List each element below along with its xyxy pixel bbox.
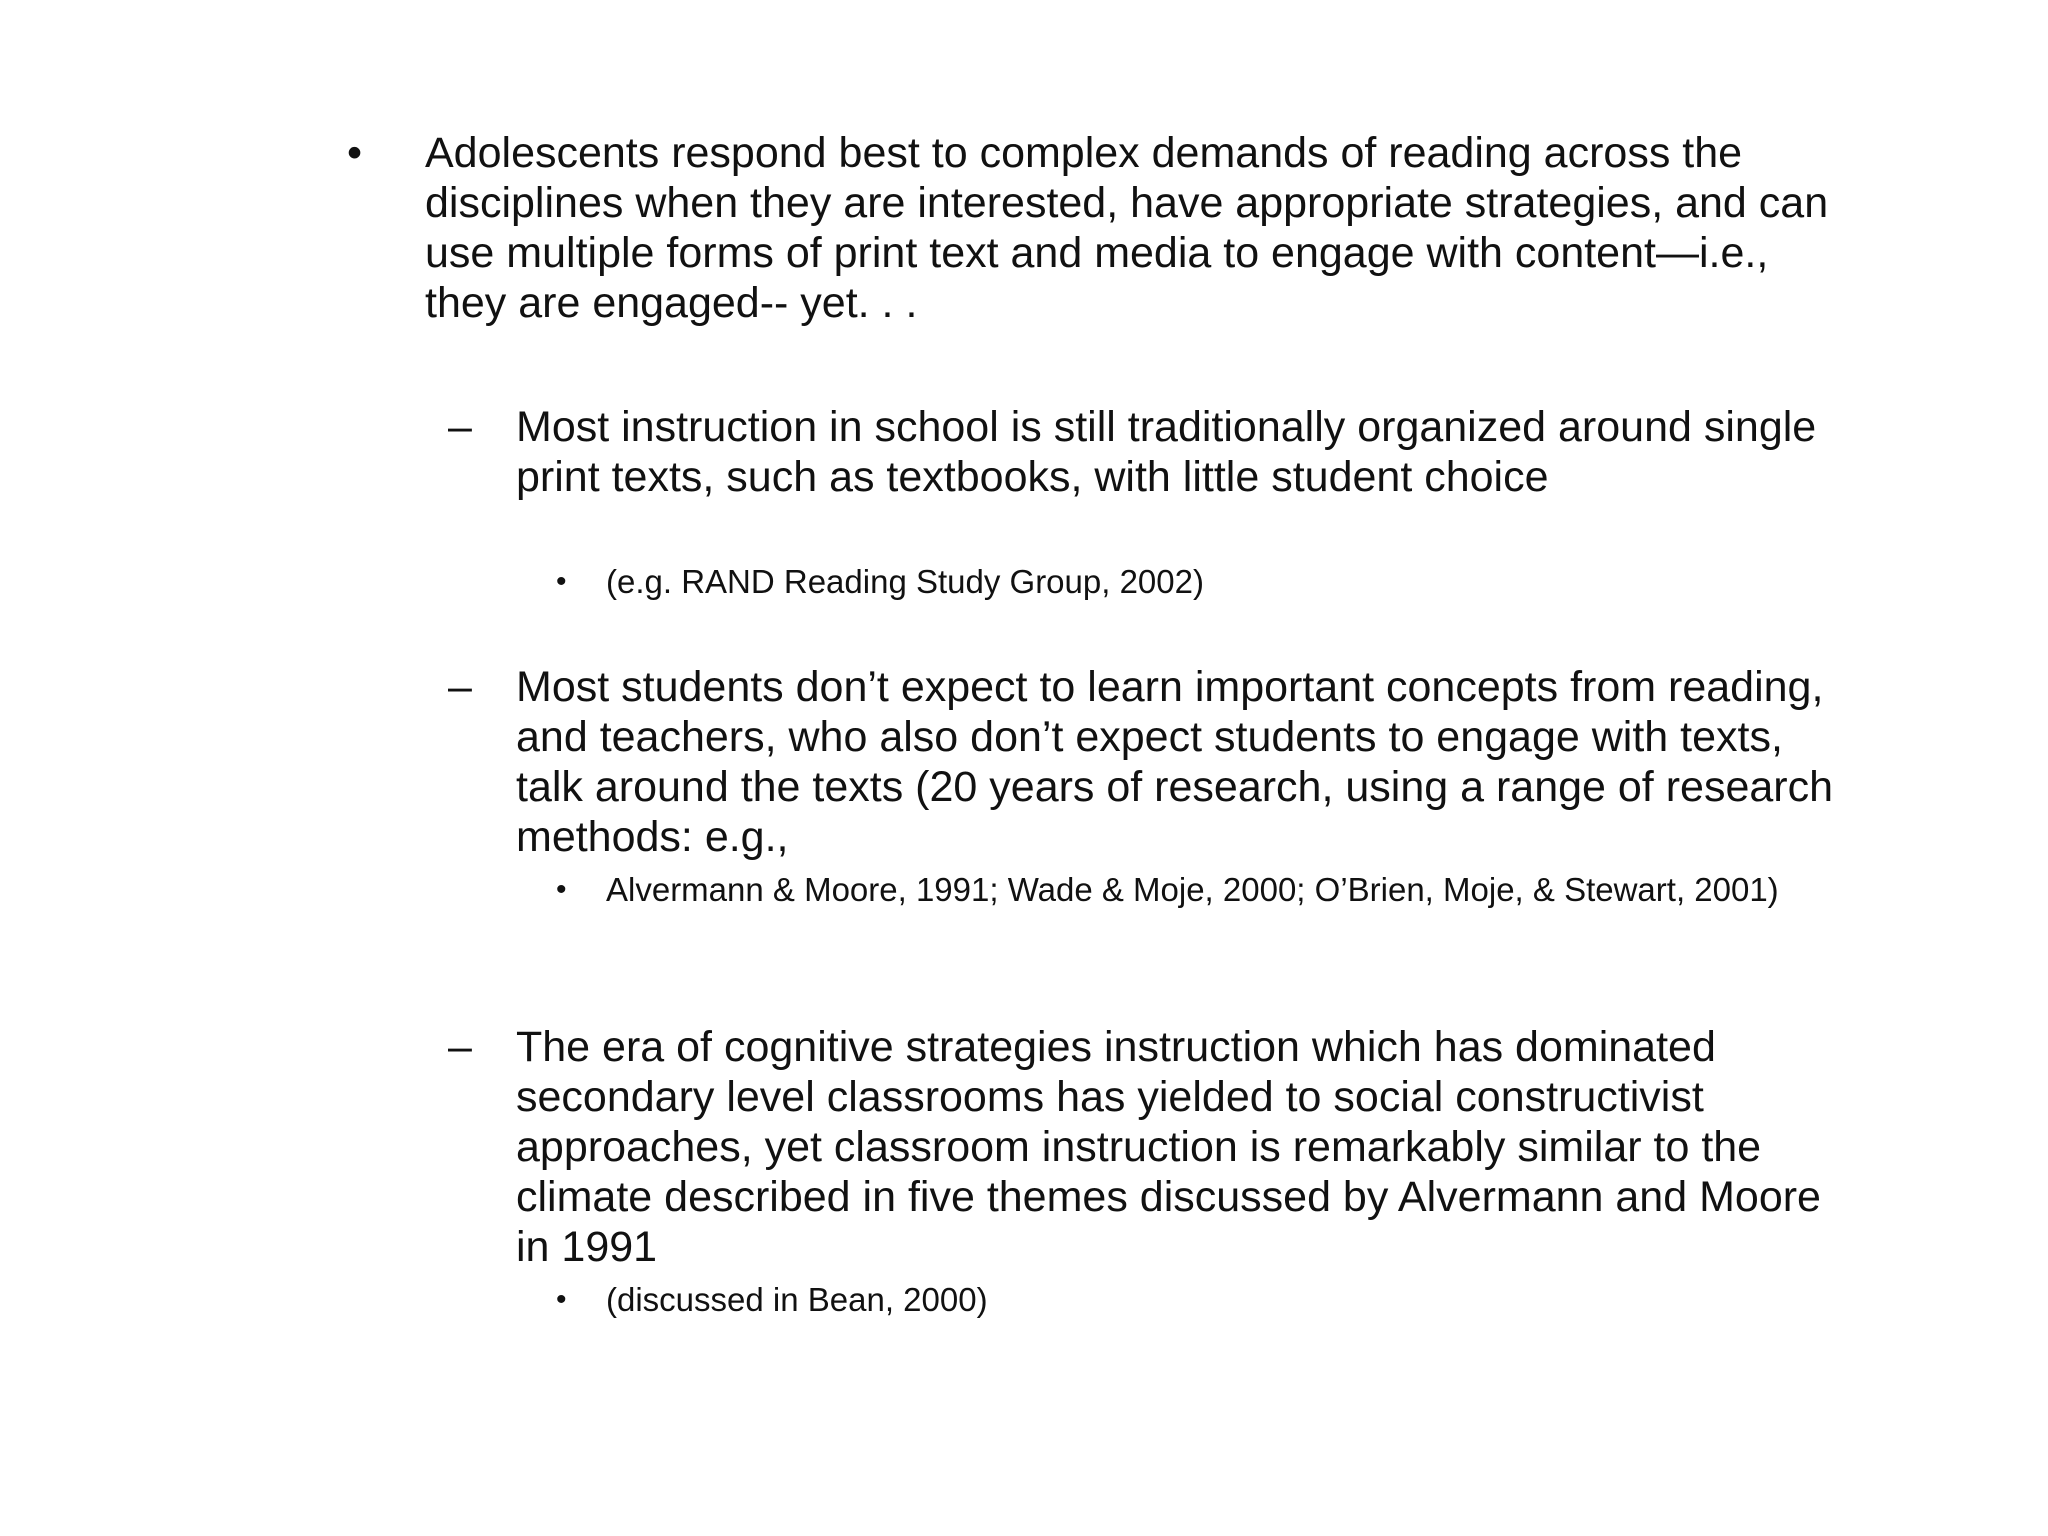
citation-text: (e.g. RAND Reading Study Group, 2002) xyxy=(606,563,1204,600)
sub-point-1 xyxy=(448,402,1846,502)
citation-1 xyxy=(556,562,1806,601)
sub-point-3 xyxy=(448,1022,1846,1272)
bullet-marker: • xyxy=(556,873,567,906)
main-bullet xyxy=(347,128,1845,328)
citation-2 xyxy=(556,870,1806,909)
sub-point-text: The era of cognitive strategies instruction which has dominated secondary level classrooms has yielded to social constructivist approaches, yet classroom instruction is remarkably similar to the climate described in five themes discussed by Alvermann and Moore in 1991 xyxy=(516,1023,1821,1271)
citation-text: Alvermann & Moore, 1991; Wade & Moje, 2000; O’Brien, Moje, & Stewart, 2001) xyxy=(606,871,1779,908)
sub-point-text: Most students don’t expect to learn important concepts from reading, and teachers, who also don’t expect students to engage with texts, talk around the texts (20 years of research, using a range of research methods: e.g., xyxy=(516,663,1834,861)
dash-marker: – xyxy=(448,1023,472,1071)
bullet-marker: • xyxy=(556,565,567,598)
citation-text: (discussed in Bean, 2000) xyxy=(606,1281,988,1318)
bullet-marker: • xyxy=(347,129,363,177)
bullet-marker: • xyxy=(556,1283,567,1316)
dash-marker: – xyxy=(448,403,472,451)
sub-point-2 xyxy=(448,662,1846,862)
citation-3 xyxy=(556,1280,1806,1319)
sub-point-text: Most instruction in school is still traditionally organized around single print texts, such as textbooks, with little student choice xyxy=(516,403,1817,501)
main-bullet-text: Adolescents respond best to complex demands of reading across the disciplines when they are interested, have appropriate strategies, and can use multiple forms of print text and media to engage with content—i.e., they are engaged-- yet. . . xyxy=(425,129,1829,327)
dash-marker: – xyxy=(448,663,472,711)
